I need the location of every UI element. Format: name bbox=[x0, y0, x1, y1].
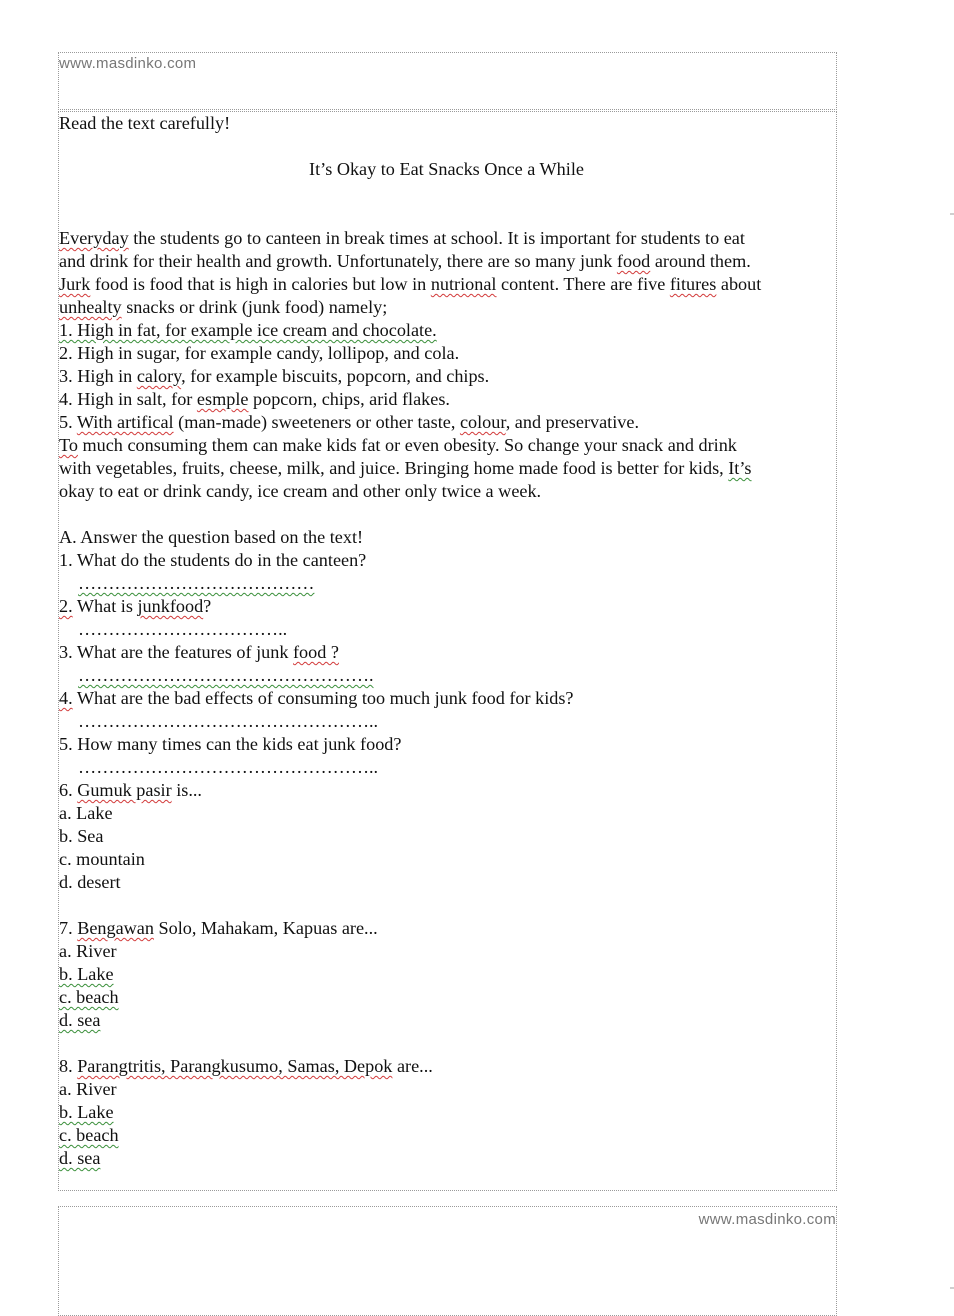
margin-marker bbox=[950, 213, 954, 215]
list-item-text: 5. bbox=[59, 412, 77, 432]
option-d[interactable]: d. desert bbox=[59, 872, 121, 892]
list-item-text: , and preservative. bbox=[505, 412, 640, 432]
answer-blank[interactable]: ………………………………………….. bbox=[78, 757, 379, 777]
passage-text: food is food that is high in calories but low in bbox=[90, 274, 431, 294]
passage-text: snacks or drink (junk food) namely; bbox=[121, 297, 388, 317]
answer-blank[interactable]: ………………………………………….. bbox=[78, 711, 379, 731]
question-number: 2. bbox=[59, 596, 73, 616]
passage-text: fitures bbox=[669, 274, 717, 294]
option-c[interactable]: c. mountain bbox=[59, 849, 145, 869]
passage-text: around them. bbox=[650, 251, 751, 271]
question-text: Gumuk pasir bbox=[77, 780, 172, 800]
question-6 bbox=[59, 779, 834, 802]
question-5: 5. How many times can the kids eat junk food? bbox=[59, 734, 402, 754]
list-item-text: 3. High in bbox=[59, 366, 137, 386]
option-a[interactable]: a. River bbox=[59, 941, 117, 961]
question-text: are... bbox=[392, 1056, 433, 1076]
passage-text: Everyday bbox=[59, 228, 129, 248]
list-item: 2. High in sugar, for example candy, lollipop, and cola. bbox=[59, 343, 460, 363]
passage-text: much consuming them can make kids fat or even obesity. So change your snack and drink bbox=[77, 435, 737, 455]
option-b[interactable]: b. Sea bbox=[59, 826, 104, 846]
passage-text: okay to eat or drink candy, ice cream and other only twice a week. bbox=[59, 481, 542, 501]
answer-blank[interactable]: ………………………………… bbox=[78, 573, 315, 593]
option-a[interactable]: a. River bbox=[59, 1079, 117, 1099]
passage-text: unhealty bbox=[59, 297, 122, 317]
list-item-text: With artifical bbox=[76, 412, 174, 432]
option-b[interactable]: b. Lake bbox=[59, 964, 114, 984]
question-8 bbox=[59, 1055, 834, 1078]
passage-text: and drink for their health and growth. Unfortunately, there are so many junk bbox=[59, 251, 617, 271]
passage-text: nutrional bbox=[430, 274, 497, 294]
list-item: 1. High in fat, for example ice cream and chocolate. bbox=[59, 320, 437, 340]
passage-text: content. There are five bbox=[496, 274, 670, 294]
passage-paragraph-2 bbox=[59, 434, 834, 503]
document-title: It’s Okay to Eat Snacks Once a While bbox=[309, 159, 584, 179]
option-a[interactable]: a. Lake bbox=[59, 803, 113, 823]
list-item-text: esmple bbox=[196, 389, 249, 409]
document-content bbox=[59, 112, 834, 1170]
footer-url: www.masdinko.com bbox=[698, 1211, 836, 1228]
question-7 bbox=[59, 917, 834, 940]
passage-text: the students go to canteen in break times at school. It is important for students to eat bbox=[128, 228, 745, 248]
question-text: 7. bbox=[59, 918, 78, 938]
page-header bbox=[58, 52, 837, 110]
list-item-text: , for example biscuits, popcorn, and chips. bbox=[181, 366, 490, 386]
option-b[interactable]: b. Lake bbox=[59, 1102, 114, 1122]
passage-paragraph-1 bbox=[59, 227, 834, 319]
question-text: is... bbox=[171, 780, 202, 800]
passage-text: food bbox=[616, 251, 651, 271]
instruction: Read the text carefully! bbox=[59, 113, 231, 133]
question-number: 4. bbox=[59, 688, 73, 708]
answer-blank[interactable]: …………………………………………. bbox=[78, 665, 374, 685]
question-text: Parangtritis, Parangkusumo, Samas, Depok bbox=[77, 1056, 393, 1076]
question-text: 6. bbox=[59, 780, 78, 800]
question-text: 8. bbox=[59, 1056, 78, 1076]
passage-text: Jurk bbox=[59, 274, 91, 294]
passage-text: It’s bbox=[728, 458, 752, 478]
list-item-text: calory bbox=[136, 366, 182, 386]
question-1: 1. What do the students do in the canteen? bbox=[59, 550, 367, 570]
junk-food-features-list bbox=[59, 319, 834, 434]
question-text: food ? bbox=[293, 642, 339, 662]
passage-text: To bbox=[59, 435, 78, 455]
section-heading: A. Answer the question based on the text! bbox=[59, 527, 364, 547]
question-text: ? bbox=[203, 596, 212, 616]
question-text: What are the bad effects of consuming too much junk food for kids? bbox=[72, 688, 574, 708]
option-d[interactable]: d. sea bbox=[59, 1010, 101, 1030]
question-4 bbox=[59, 687, 834, 710]
question-text: junkfood bbox=[137, 596, 204, 616]
option-d[interactable]: d. sea bbox=[59, 1148, 101, 1168]
header-url: www.masdinko.com bbox=[59, 55, 197, 72]
margin-marker bbox=[950, 1287, 954, 1289]
list-item-text: popcorn, chips, arid flakes. bbox=[248, 389, 450, 409]
answer-blank[interactable]: …………………………….. bbox=[78, 619, 288, 639]
question-text: 3. What are the features of junk bbox=[59, 642, 293, 662]
question-3 bbox=[59, 641, 834, 664]
question-text: Bengawan bbox=[77, 918, 154, 938]
section-a bbox=[59, 526, 834, 1170]
passage-text: about bbox=[716, 274, 762, 294]
list-item-text: 4. High in salt, for bbox=[59, 389, 197, 409]
question-text: Solo, Mahakam, Kapuas are... bbox=[153, 918, 378, 938]
list-item-text: (man-made) sweeteners or other taste, bbox=[173, 412, 460, 432]
question-2 bbox=[59, 595, 834, 618]
passage-text: with vegetables, fruits, cheese, milk, and juice. Bringing home made food is better for kids, bbox=[59, 458, 729, 478]
list-item-text: colour bbox=[459, 412, 506, 432]
option-c[interactable]: c. beach bbox=[59, 1125, 119, 1145]
option-c[interactable]: c. beach bbox=[59, 987, 119, 1007]
page-footer bbox=[58, 1206, 837, 1316]
question-text: What is bbox=[72, 596, 138, 616]
